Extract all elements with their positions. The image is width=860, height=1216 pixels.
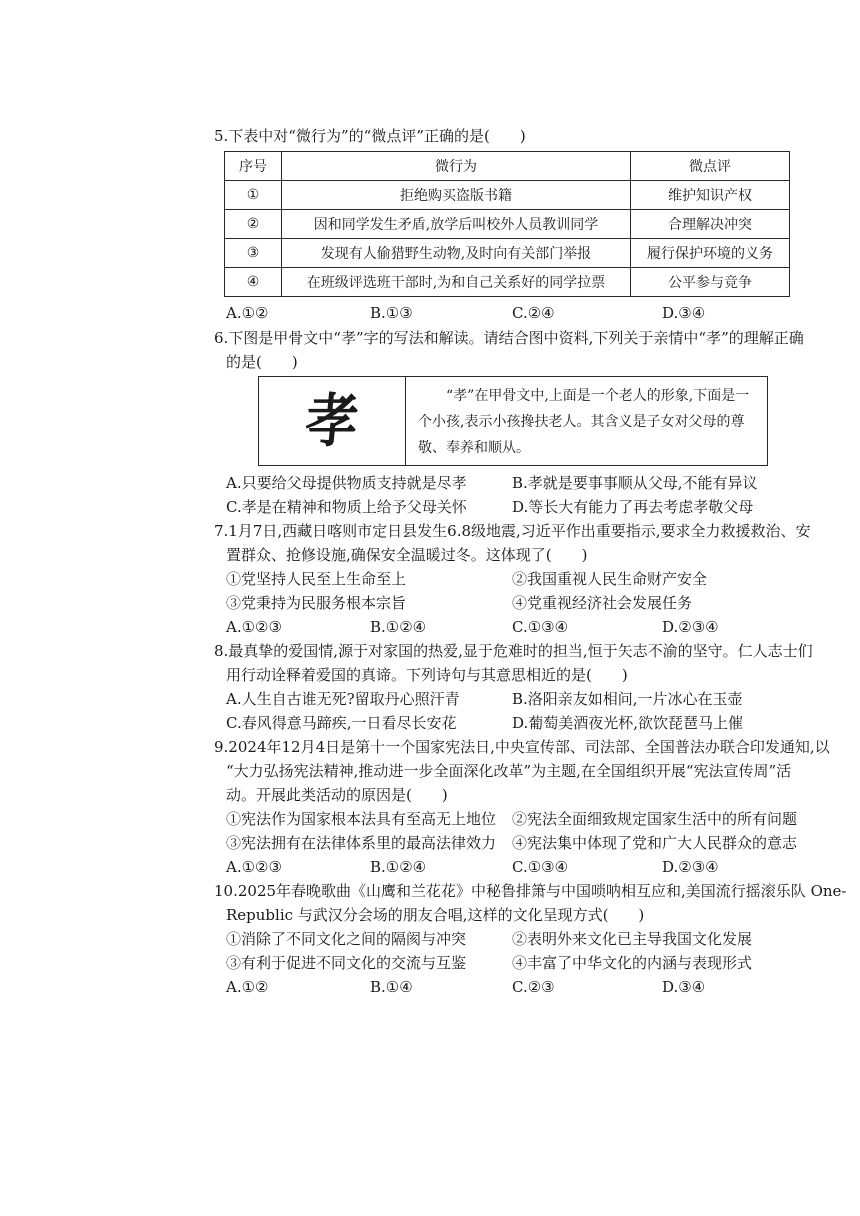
option-d[interactable]: D.③④ (662, 304, 706, 322)
question-9-stem-line: 9.2024年12月4日是第十一个国家宪法日,中央宣传部、司法部、全国普法办联合印发通知,以 (214, 738, 830, 756)
question-6-stem-line: 6.下图是甲骨文中“孝”字的写法和解读。请结合图中资料,下列关于亲情中“孝”的理解正确 (214, 329, 804, 347)
option-a[interactable]: A.只要给父母提供物质支持就是尽孝 (226, 474, 467, 492)
question-7-stem-line: 7.1月7日,西藏日喀则市定日县发生6.8级地震,习近平作出重要指示,要求全力救援救治、安 (214, 522, 811, 540)
question-9-stem-line: “大力弘扬宪法精神,推动进一步全面深化改革”为主题,在全国组织开展“宪法宣传周”活 (226, 762, 792, 780)
table-row (225, 210, 790, 239)
question-5-options (214, 301, 814, 325)
option-b[interactable]: B.①④ (370, 978, 413, 996)
statement-1: ①消除了不同文化之间的隔阂与冲突 (226, 930, 467, 948)
question-10 (214, 879, 847, 999)
oracle-bone-explanation: “孝”在甲骨文中,上面是一个老人的形象,下面是一个小孩,表示小孩搀扶老人。其含义是子女对父母的尊敬、奉养和顺从。 (418, 388, 750, 456)
table-cell: ④ (225, 268, 282, 297)
question-9-stem-line: 动。开展此类活动的原因是( ) (226, 786, 448, 804)
option-c[interactable]: C.②③ (512, 978, 555, 996)
option-c[interactable]: C.①③④ (512, 858, 569, 876)
table-header-cell: 序号 (225, 152, 282, 181)
table-header-cell: 微点评 (631, 152, 790, 181)
question-5-stem (214, 124, 814, 148)
statement-3: ③党秉持为民服务根本宗旨 (226, 594, 407, 612)
question-6-options (214, 471, 814, 519)
statement-3: ③有利于促进不同文化的交流与互鉴 (226, 954, 467, 972)
table-cell: 因和同学发生矛盾,放学后叫校外人员教训同学 (282, 210, 631, 239)
option-c[interactable]: C.春风得意马蹄疾,一日看尽长安花 (226, 714, 457, 732)
statement-1: ①宪法作为国家根本法具有至高无上地位 (226, 810, 497, 828)
oracle-bone-xiao-glyph (259, 377, 406, 465)
question-6-stem-line: 的是( ) (226, 353, 298, 371)
statement-2: ②我国重视人民生命财产安全 (512, 570, 708, 588)
table-row (225, 181, 790, 210)
table-cell: 合理解决冲突 (631, 210, 790, 239)
question-8-stem-line: 8.最真挚的爱国情,源于对家国的热爱,显于危难时的担当,恒于矢志不渝的坚守。仁人志士们 (214, 642, 813, 660)
option-d[interactable]: D.葡萄美酒夜光杯,欲饮琵琶马上催 (512, 714, 744, 732)
option-b[interactable]: B.①②④ (370, 618, 427, 636)
question-6-stem (214, 326, 814, 374)
option-a[interactable]: A.①②③ (226, 858, 282, 876)
table-header-cell: 微行为 (282, 152, 631, 181)
question-10-stem-line: 10.2025年春晚歌曲《山鹰和兰花花》中秘鲁排箫与中国唢呐相互应和,美国流行摇滚乐队 One- (214, 882, 847, 900)
question-10-stem-line: Republic 与武汉分会场的朋友合唱,这样的文化呈现方式( ) (226, 906, 645, 924)
table-header-row (225, 152, 790, 181)
option-c[interactable]: C.①③④ (512, 618, 569, 636)
option-a[interactable]: A.①②③ (226, 618, 282, 636)
statement-2: ②表明外来文化已主导我国文化发展 (512, 930, 753, 948)
option-d[interactable]: D.②③④ (662, 858, 719, 876)
option-d[interactable]: D.②③④ (662, 618, 719, 636)
table-cell: 发现有人偷猎野生动物,及时向有关部门举报 (282, 239, 631, 268)
statement-4: ④党重视经济社会发展任务 (512, 594, 693, 612)
option-b[interactable]: B.孝就是要事事顺从父母,不能有异议 (512, 474, 758, 492)
question-7 (214, 519, 814, 639)
option-a[interactable]: A.①② (226, 978, 269, 996)
table-cell: ③ (225, 239, 282, 268)
question-7-stem-line: 置群众、抢修设施,确保安全温暖过冬。这体现了( ) (226, 546, 588, 564)
option-c[interactable]: C.孝是在精神和物质上给予父母关怀 (226, 498, 467, 516)
statement-3: ③宪法拥有在法律体系里的最高法律效力 (226, 834, 497, 852)
table-cell: ① (225, 181, 282, 210)
option-a[interactable]: A.人生自古谁无死?留取丹心照汗青 (226, 690, 460, 708)
table-cell: 在班级评选班干部时,为和自己关系好的同学拉票 (282, 268, 631, 297)
option-c[interactable]: C.②④ (512, 304, 555, 322)
table-cell: 履行保护环境的义务 (631, 239, 790, 268)
oracle-glyph-char: 孝 (302, 387, 362, 455)
statement-4: ④丰富了中华文化的内涵与表现形式 (512, 954, 753, 972)
statement-2: ②宪法全面细致规定国家生活中的所有问题 (512, 810, 798, 828)
question-8 (214, 639, 814, 735)
oracle-bone-figure-box (258, 376, 768, 466)
option-d[interactable]: D.等长大有能力了再去考虑孝敬父母 (512, 498, 754, 516)
table-cell: 拒绝购买盗版书籍 (282, 181, 631, 210)
option-b[interactable]: B.①②④ (370, 858, 427, 876)
table-row (225, 268, 790, 297)
table-cell: ② (225, 210, 282, 239)
statement-1: ①党坚持人民至上生命至上 (226, 570, 407, 588)
question-8-stem-line: 用行动诠释着爱国的真谛。下列诗句与其意思相近的是( ) (226, 666, 628, 684)
table-row (225, 239, 790, 268)
table-cell: 维护知识产权 (631, 181, 790, 210)
question-9 (214, 735, 830, 879)
option-d[interactable]: D.③④ (662, 978, 706, 996)
option-b[interactable]: B.洛阳亲友如相问,一片冰心在玉壶 (512, 690, 743, 708)
statement-4: ④宪法集中体现了党和广大人民群众的意志 (512, 834, 798, 852)
option-b[interactable]: B.①③ (370, 304, 413, 322)
table-cell: 公平参与竞争 (631, 268, 790, 297)
question-5-stem-text: 5.下表中对“微行为”的“微点评”正确的是( ) (214, 127, 526, 145)
question-5-table (224, 151, 790, 297)
option-a[interactable]: A.①② (226, 304, 269, 322)
